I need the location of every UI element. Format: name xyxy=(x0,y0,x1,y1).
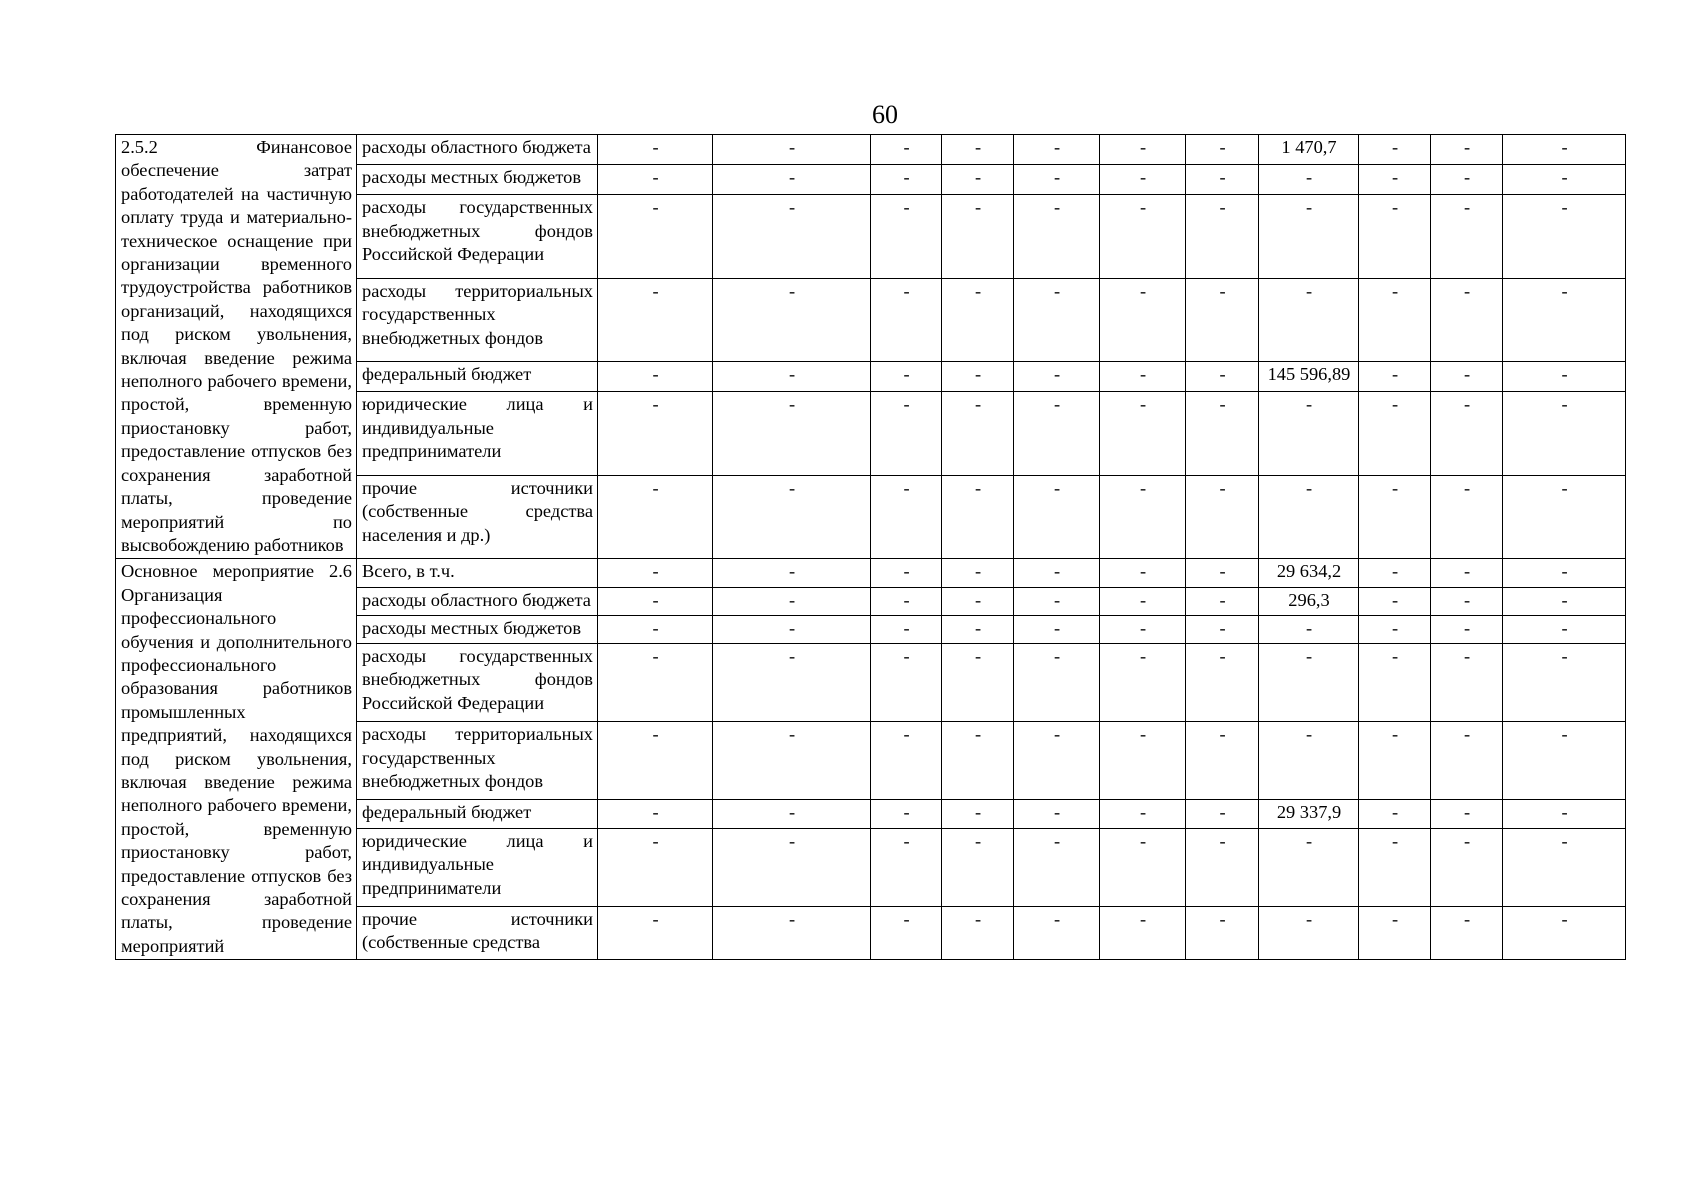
value-cell: - xyxy=(1259,722,1359,800)
value-cell: - xyxy=(1186,195,1259,278)
value-cell: - xyxy=(1100,475,1186,559)
funding-source-cell: расходы территориальных государственных внебюджетных фондов xyxy=(357,278,598,361)
table-row xyxy=(116,559,1626,587)
value-cell: - xyxy=(1186,643,1259,721)
funding-source-cell: расходы территориальных государственных внебюджетных фондов xyxy=(357,722,598,800)
value-cell: - xyxy=(598,392,713,475)
value-cell: - xyxy=(1431,559,1503,587)
value-cell: - xyxy=(871,906,942,959)
value-cell: - xyxy=(871,615,942,643)
value-cell: - xyxy=(1014,362,1100,392)
value-cell: 1 470,7 xyxy=(1259,135,1359,165)
value-cell: - xyxy=(1431,195,1503,278)
value-cell: - xyxy=(1186,828,1259,906)
value-cell: - xyxy=(871,643,942,721)
value-cell: - xyxy=(1259,195,1359,278)
value-cell: - xyxy=(1259,828,1359,906)
value-cell: - xyxy=(871,828,942,906)
funding-source-cell: прочие источники (собственные средства населения и др.) xyxy=(357,475,598,559)
value-cell: - xyxy=(1186,278,1259,361)
value-cell: - xyxy=(1259,475,1359,559)
value-cell: - xyxy=(1014,906,1100,959)
value-cell: - xyxy=(1503,475,1626,559)
funding-source-cell: расходы государственных внебюджетных фондов Российской Федерации xyxy=(357,643,598,721)
funding-source-cell: расходы областного бюджета xyxy=(357,135,598,165)
value-cell: - xyxy=(1100,278,1186,361)
value-cell: - xyxy=(1431,828,1503,906)
value-cell: - xyxy=(1100,828,1186,906)
value-cell: - xyxy=(1359,615,1431,643)
value-cell: - xyxy=(1014,615,1100,643)
value-cell: - xyxy=(1359,392,1431,475)
value-cell: - xyxy=(942,475,1014,559)
value-cell: - xyxy=(598,615,713,643)
value-cell: - xyxy=(942,362,1014,392)
value-cell: - xyxy=(598,587,713,615)
value-cell: - xyxy=(1014,392,1100,475)
value-cell: - xyxy=(713,722,871,800)
value-cell: - xyxy=(1259,392,1359,475)
value-cell: - xyxy=(1259,615,1359,643)
value-cell: - xyxy=(713,165,871,195)
value-cell: - xyxy=(942,165,1014,195)
value-cell: - xyxy=(1359,828,1431,906)
value-cell: - xyxy=(1431,615,1503,643)
value-cell: - xyxy=(598,800,713,828)
value-cell: - xyxy=(871,195,942,278)
value-cell: - xyxy=(1431,587,1503,615)
funding-source-cell: прочие источники (собственные средства xyxy=(357,906,598,959)
value-cell: - xyxy=(1100,643,1186,721)
value-cell: - xyxy=(1014,195,1100,278)
value-cell: - xyxy=(1100,165,1186,195)
value-cell: - xyxy=(598,195,713,278)
value-cell: - xyxy=(1014,643,1100,721)
value-cell: - xyxy=(1503,615,1626,643)
value-cell: - xyxy=(1431,362,1503,392)
funding-source-cell: расходы областного бюджета xyxy=(357,587,598,615)
funding-source-cell: юридические лица и индивидуальные предприниматели xyxy=(357,828,598,906)
value-cell: - xyxy=(871,800,942,828)
value-cell: - xyxy=(871,475,942,559)
value-cell: - xyxy=(1503,906,1626,959)
funding-source-cell: федеральный бюджет xyxy=(357,800,598,828)
value-cell: - xyxy=(1186,615,1259,643)
table-row xyxy=(116,135,1626,165)
value-cell: - xyxy=(871,722,942,800)
value-cell: - xyxy=(942,722,1014,800)
value-cell: - xyxy=(871,135,942,165)
value-cell: - xyxy=(1186,362,1259,392)
budget-table xyxy=(115,134,1626,960)
measure-cell: Основное мероприятие 2.6 Организация профессионального обучения и дополнительного профессионального образования работников промышленных предприятий, находящихся под риском увольнения, включая введение режима неполного рабочего времени, простой, временную приостановку работ, предоставление отпусков без сохранения заработной платы, проведение мероприятий xyxy=(116,559,357,960)
value-cell: - xyxy=(942,392,1014,475)
value-cell: - xyxy=(1503,195,1626,278)
value-cell: - xyxy=(1014,800,1100,828)
value-cell: - xyxy=(1259,643,1359,721)
value-cell: - xyxy=(1359,135,1431,165)
value-cell: - xyxy=(871,278,942,361)
value-cell: - xyxy=(1431,800,1503,828)
value-cell: - xyxy=(1186,800,1259,828)
value-cell: - xyxy=(713,828,871,906)
value-cell: - xyxy=(1186,475,1259,559)
value-cell: - xyxy=(1431,475,1503,559)
value-cell: - xyxy=(598,362,713,392)
value-cell: - xyxy=(1100,362,1186,392)
value-cell: - xyxy=(871,392,942,475)
value-cell: - xyxy=(1100,135,1186,165)
value-cell: - xyxy=(1186,165,1259,195)
value-cell: - xyxy=(942,643,1014,721)
value-cell: - xyxy=(1100,615,1186,643)
value-cell: - xyxy=(1359,195,1431,278)
value-cell: - xyxy=(1014,559,1100,587)
funding-source-cell: расходы местных бюджетов xyxy=(357,615,598,643)
value-cell: - xyxy=(713,559,871,587)
value-cell: - xyxy=(1431,722,1503,800)
value-cell: - xyxy=(713,906,871,959)
value-cell: 29 634,2 xyxy=(1259,559,1359,587)
value-cell: - xyxy=(713,643,871,721)
value-cell: - xyxy=(1186,135,1259,165)
value-cell: - xyxy=(1503,559,1626,587)
value-cell: - xyxy=(1503,722,1626,800)
value-cell: - xyxy=(871,362,942,392)
value-cell: - xyxy=(1100,559,1186,587)
budget-table-body xyxy=(116,135,1626,960)
value-cell: - xyxy=(1186,587,1259,615)
value-cell: - xyxy=(1503,392,1626,475)
value-cell: - xyxy=(1359,362,1431,392)
page-number: 60 xyxy=(872,100,898,129)
value-cell: - xyxy=(1186,906,1259,959)
value-cell: - xyxy=(1359,800,1431,828)
value-cell: - xyxy=(1431,135,1503,165)
value-cell: - xyxy=(713,475,871,559)
value-cell: - xyxy=(1503,828,1626,906)
value-cell: - xyxy=(1431,392,1503,475)
value-cell: - xyxy=(598,906,713,959)
value-cell: 145 596,89 xyxy=(1259,362,1359,392)
value-cell: - xyxy=(598,135,713,165)
value-cell: - xyxy=(1259,278,1359,361)
value-cell: - xyxy=(942,559,1014,587)
value-cell: - xyxy=(713,195,871,278)
value-cell: - xyxy=(598,165,713,195)
value-cell: 296,3 xyxy=(1259,587,1359,615)
value-cell: - xyxy=(598,278,713,361)
funding-source-cell: федеральный бюджет xyxy=(357,362,598,392)
value-cell: - xyxy=(713,800,871,828)
value-cell: - xyxy=(1359,587,1431,615)
value-cell: - xyxy=(713,392,871,475)
value-cell: - xyxy=(1186,392,1259,475)
value-cell: - xyxy=(1503,278,1626,361)
value-cell: - xyxy=(598,559,713,587)
funding-source-cell: расходы местных бюджетов xyxy=(357,165,598,195)
value-cell: - xyxy=(1359,559,1431,587)
value-cell: - xyxy=(1100,392,1186,475)
value-cell: - xyxy=(1259,165,1359,195)
value-cell: - xyxy=(1014,475,1100,559)
value-cell: - xyxy=(1359,906,1431,959)
value-cell: - xyxy=(1100,722,1186,800)
value-cell: - xyxy=(598,828,713,906)
value-cell: - xyxy=(1186,722,1259,800)
value-cell: - xyxy=(1186,559,1259,587)
value-cell: - xyxy=(1100,906,1186,959)
value-cell: - xyxy=(1359,165,1431,195)
value-cell: - xyxy=(1100,800,1186,828)
value-cell: - xyxy=(1014,722,1100,800)
value-cell: - xyxy=(713,362,871,392)
value-cell: - xyxy=(1100,195,1186,278)
funding-source-cell: юридические лица и индивидуальные предприниматели xyxy=(357,392,598,475)
value-cell: - xyxy=(1359,643,1431,721)
value-cell: - xyxy=(598,643,713,721)
value-cell: - xyxy=(1014,587,1100,615)
value-cell: - xyxy=(942,615,1014,643)
value-cell: - xyxy=(1503,800,1626,828)
value-cell: - xyxy=(942,828,1014,906)
value-cell: - xyxy=(1503,165,1626,195)
value-cell: - xyxy=(713,278,871,361)
value-cell: - xyxy=(942,135,1014,165)
value-cell: - xyxy=(1359,722,1431,800)
value-cell: - xyxy=(1431,165,1503,195)
funding-source-cell: Всего, в т.ч. xyxy=(357,559,598,587)
value-cell: - xyxy=(713,587,871,615)
value-cell: - xyxy=(871,587,942,615)
value-cell: - xyxy=(942,587,1014,615)
value-cell: - xyxy=(1014,165,1100,195)
value-cell: - xyxy=(598,722,713,800)
value-cell: - xyxy=(1014,135,1100,165)
value-cell: - xyxy=(942,195,1014,278)
value-cell: - xyxy=(1503,362,1626,392)
value-cell: - xyxy=(1431,643,1503,721)
value-cell: - xyxy=(1431,278,1503,361)
funding-source-cell: расходы государственных внебюджетных фондов Российской Федерации xyxy=(357,195,598,278)
value-cell: - xyxy=(1359,278,1431,361)
value-cell: - xyxy=(713,135,871,165)
measure-cell: 2.5.2 Финансовое обеспечение затрат работодателей на частичную оплату труда и материально-техническое оснащение при организации временного трудоустройства работников организаций, находящихся под риском увольнения, включая введение режима неполного рабочего времени, простой, временную приостановку работ, предоставление отпусков без сохранения заработной платы, проведение мероприятий по высвобождению работников xyxy=(116,135,357,559)
value-cell: - xyxy=(942,906,1014,959)
value-cell: - xyxy=(1259,906,1359,959)
value-cell: - xyxy=(871,165,942,195)
value-cell: 29 337,9 xyxy=(1259,800,1359,828)
value-cell: - xyxy=(1014,828,1100,906)
value-cell: - xyxy=(1431,906,1503,959)
value-cell: - xyxy=(1359,475,1431,559)
value-cell: - xyxy=(1100,587,1186,615)
value-cell: - xyxy=(1014,278,1100,361)
value-cell: - xyxy=(1503,643,1626,721)
value-cell: - xyxy=(942,278,1014,361)
value-cell: - xyxy=(871,559,942,587)
value-cell: - xyxy=(1503,587,1626,615)
value-cell: - xyxy=(1503,135,1626,165)
value-cell: - xyxy=(942,800,1014,828)
value-cell: - xyxy=(713,615,871,643)
value-cell: - xyxy=(598,475,713,559)
